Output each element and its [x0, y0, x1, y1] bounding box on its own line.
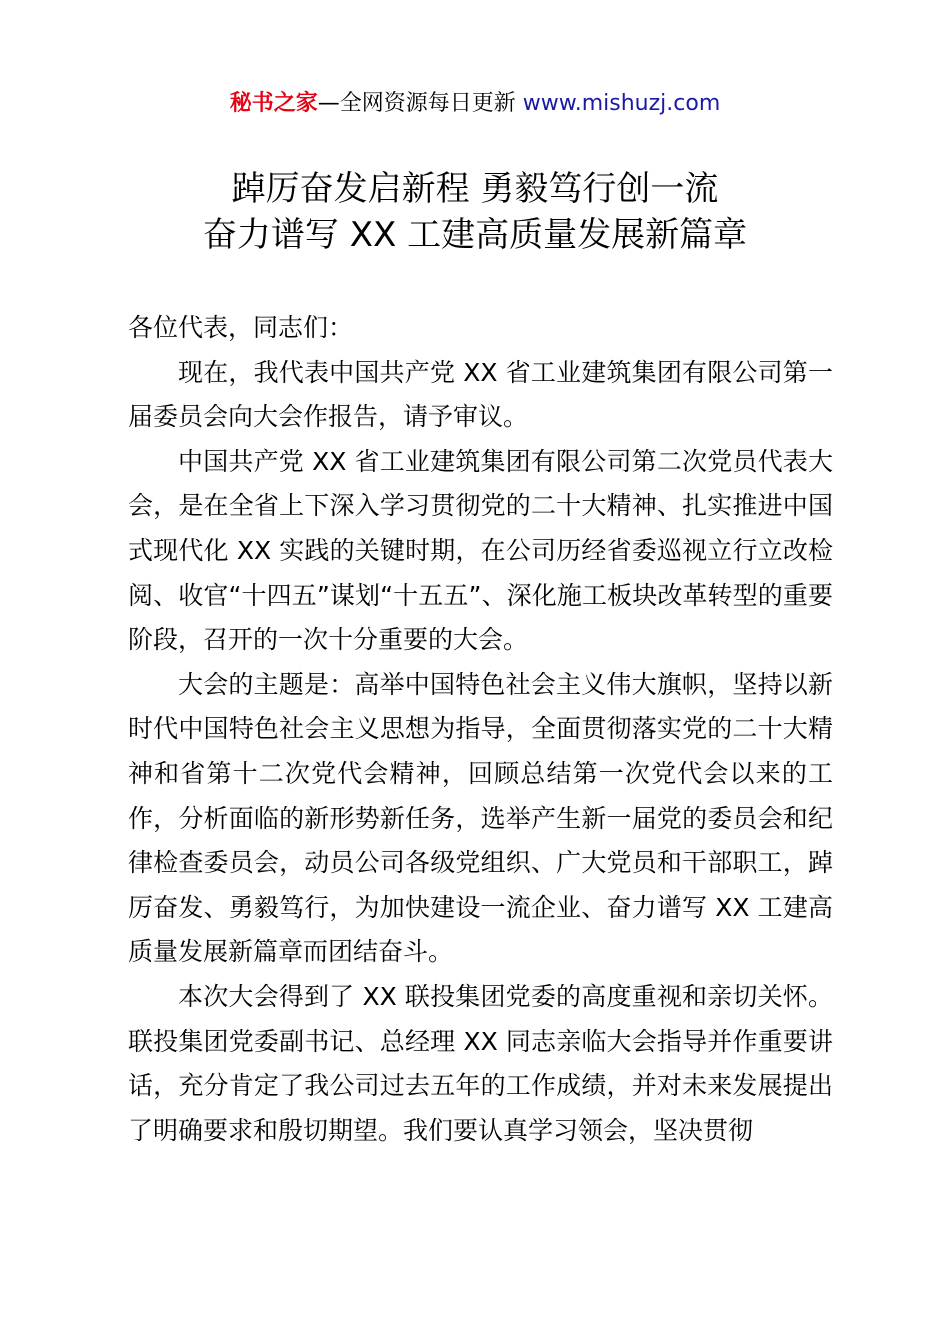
site-header	[0, 88, 950, 120]
header-tagline: —全网资源每日更新	[317, 91, 523, 116]
paragraph: 中国共产党 XX 省工业建筑集团有限公司第二次党员代表大会，是在全省上下深入学习贯彻党的二十大精神、扎实推进中国式现代化 XX 实践的关键时期，在公司历经省委巡视立行立改检阅、收官“十四五”谋划“十五五”、深化施工板块改革转型的重要阶段，召开的一次十分重要的大会。	[128, 446, 833, 655]
paragraph: 大会的主题是：高举中国特色社会主义伟大旗帜，坚持以新时代中国特色社会主义思想为指导，全面贯彻落实党的二十大精神和省第十二次党代会精神，回顾总结第一次党代会以来的工作，分析面临的新形势新任务，选举产生新一届党的委员会和纪律检查委员会，动员公司各级党组织、广大党员和干部职工，踔厉奋发、勇毅笃行，为加快建设一流企业、奋力谱写 XX 工建高质量发展新篇章而团结奋斗。	[128, 669, 833, 967]
title-line-2: 奋力谱写 XX 工建高质量发展新篇章	[202, 215, 748, 255]
paragraph: 本次大会得到了 XX 联投集团党委的高度重视和亲切关怀。联投集团党委副书记、总经理 XX 同志亲临大会指导并作重要讲话，充分肯定了我公司过去五年的工作成绩，并对未来发展提出了明确要求和殷切期望。我们要认真学习领会，坚决贯彻	[128, 981, 833, 1145]
site-url-link[interactable]: www.mishuzj.com	[522, 91, 721, 116]
salutation: 各位代表，同志们：	[128, 313, 354, 342]
document-body	[128, 306, 833, 1153]
brand-name: 秘书之家	[229, 91, 318, 116]
document-title	[0, 166, 950, 258]
title-line-1: 踔厉奋发启新程 勇毅笃行创一流	[231, 169, 719, 209]
paragraph: 现在，我代表中国共产党 XX 省工业建筑集团有限公司第一届委员会向大会作报告，请予审议。	[128, 357, 833, 432]
